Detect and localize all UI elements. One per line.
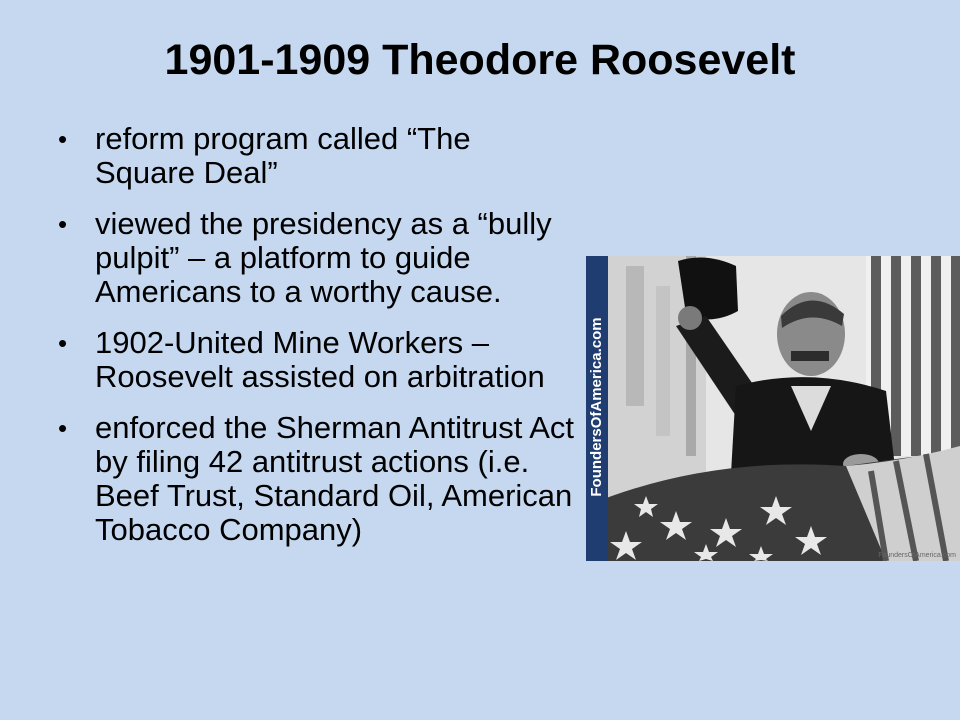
watermark-text: FoundersOfAmerica.com xyxy=(588,317,605,497)
bullet-item xyxy=(56,207,576,309)
bullet-dot-icon: • xyxy=(58,124,68,154)
bullet-text: 1902-United Mine Workers – Roosevelt assisted on arbitration xyxy=(95,325,545,394)
roosevelt-photo xyxy=(586,256,960,561)
photo-credit: FoundersOfAmerica.com xyxy=(878,552,956,559)
bullet-item xyxy=(56,326,576,394)
bullet-list xyxy=(56,122,576,564)
bullet-text: enforced the Sherman Antitrust Act by filing 42 antitrust actions (i.e. Beef Trust, Standard Oil, American Tobacco Company) xyxy=(95,410,575,547)
bullet-item xyxy=(56,411,576,547)
bullet-text: reform program called “The Square Deal” xyxy=(95,121,471,190)
bullet-item xyxy=(56,122,576,190)
watermark-band xyxy=(586,256,608,561)
bullet-dot-icon: • xyxy=(58,328,68,358)
photo-illustration xyxy=(586,256,960,561)
slide-title: 1901-1909 Theodore Roosevelt xyxy=(164,36,796,84)
bullet-text: viewed the presidency as a “bully pulpit” – a platform to guide Americans to a worthy cause. xyxy=(95,206,552,309)
bullet-dot-icon: • xyxy=(58,413,68,443)
bullet-dot-icon: • xyxy=(58,209,68,239)
